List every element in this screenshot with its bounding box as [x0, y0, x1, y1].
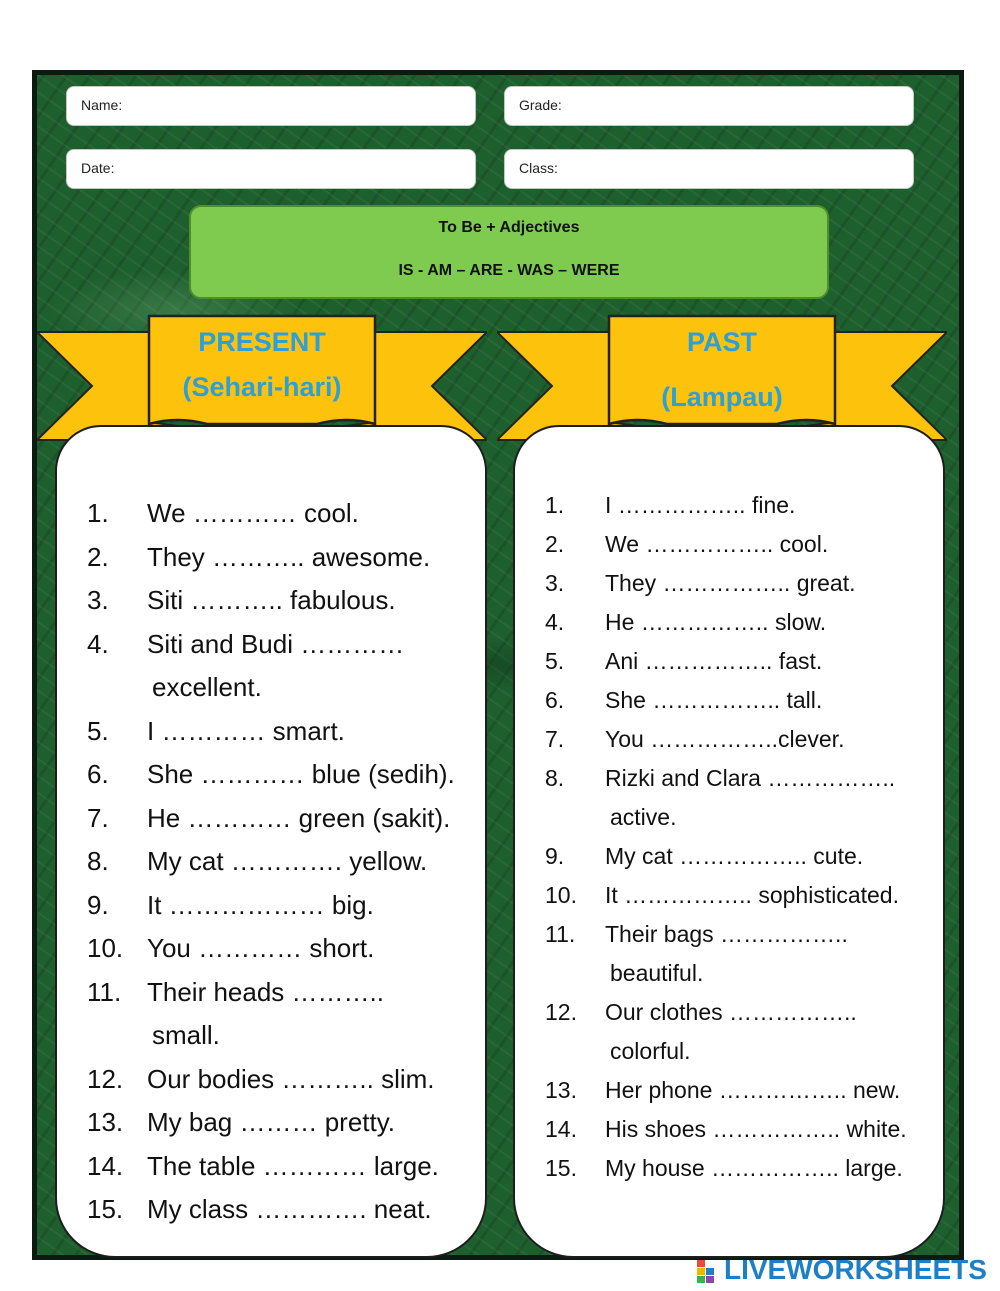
date-field[interactable] [66, 149, 476, 189]
present-ribbon [37, 312, 487, 442]
present-item [57, 1145, 485, 1189]
item-sentence: Their heads ……….. [147, 976, 384, 1007]
item-sentence-continued: excellent. [152, 672, 262, 702]
present-item [57, 884, 485, 928]
present-item [57, 579, 485, 623]
item-number: 11. [545, 921, 576, 947]
item-sentence-continued: small. [152, 1020, 220, 1050]
present-heading: PRESENT [198, 327, 326, 357]
item-number: 3. [87, 585, 109, 615]
present-item [57, 797, 485, 841]
item-sentence: It …………….. sophisticated. [605, 882, 899, 908]
item-sentence: Her phone …………….. new. [605, 1077, 901, 1103]
past-item [515, 720, 943, 759]
item-sentence: Siti ……….. fabulous. [147, 585, 396, 615]
item-number: 4. [87, 628, 109, 659]
past-item [515, 564, 943, 603]
item-number: 15. [87, 1194, 124, 1224]
item-number: 13. [545, 1077, 577, 1103]
item-sentence: You ……………..clever. [605, 726, 845, 752]
item-sentence: My class …………. neat. [147, 1194, 432, 1224]
item-number: 9. [545, 843, 565, 869]
item-number: 1. [87, 498, 109, 528]
present-item [57, 753, 485, 797]
liveworksheets-logo [697, 1254, 997, 1288]
item-sentence: Siti and Budi ………… [147, 628, 405, 659]
present-item [57, 710, 485, 754]
item-number: 14. [87, 1150, 124, 1181]
item-sentence: They ……….. awesome. [147, 541, 431, 572]
past-item [515, 642, 943, 681]
item-number: 10. [87, 933, 124, 963]
item-number: 12. [87, 1063, 124, 1094]
past-item [515, 1071, 943, 1110]
present-item [57, 1101, 485, 1145]
item-number: 7. [87, 802, 109, 833]
present-item [57, 492, 485, 536]
past-item [515, 759, 943, 837]
item-number: 5. [545, 648, 565, 674]
present-item [57, 536, 485, 580]
present-item [57, 1188, 485, 1232]
topic-title-box [189, 205, 829, 299]
past-exercise-list [515, 486, 943, 1188]
item-number: 4. [545, 609, 565, 635]
item-sentence: We ………… cool. [147, 498, 359, 528]
present-card [55, 425, 487, 1258]
past-item [515, 1149, 943, 1188]
item-sentence: My cat …………. yellow. [147, 846, 428, 876]
item-sentence: It ……………… big. [147, 889, 374, 920]
item-sentence: His shoes …………….. white. [605, 1116, 907, 1142]
item-number: 15. [545, 1155, 577, 1181]
present-item [57, 971, 485, 1058]
item-sentence: We …………….. cool. [605, 531, 829, 557]
item-number: 8. [87, 846, 109, 876]
item-sentence-continued: colorful. [610, 1038, 691, 1064]
name-field[interactable] [66, 86, 476, 126]
item-sentence-continued: active. [610, 804, 677, 830]
class-label: Class: [519, 160, 558, 176]
item-sentence: You ………… short. [147, 933, 375, 963]
item-number: 14. [545, 1116, 577, 1142]
item-sentence: Our bodies ……….. slim. [147, 1063, 435, 1094]
item-number: 1. [545, 492, 565, 518]
past-item [515, 993, 943, 1071]
present-exercise-list [57, 492, 485, 1232]
past-item [515, 525, 943, 564]
past-item [515, 837, 943, 876]
past-card [513, 425, 945, 1258]
present-item [57, 1058, 485, 1102]
item-number: 6. [545, 687, 565, 713]
topic-title: To Be + Adjectives [438, 219, 580, 236]
item-sentence: My cat …………….. cute. [605, 843, 864, 869]
item-number: 8. [545, 765, 565, 791]
item-number: 2. [545, 531, 565, 557]
date-label: Date: [81, 160, 115, 176]
item-sentence: My house …………….. large. [605, 1155, 903, 1181]
item-sentence: I ………… smart. [147, 715, 345, 746]
past-item [515, 603, 943, 642]
item-number: 5. [87, 715, 109, 746]
item-sentence: She …………….. tall. [605, 687, 823, 713]
item-sentence: She ………… blue (sedih). [147, 759, 455, 789]
topic-verbs: IS - AM – ARE - WAS – WERE [398, 262, 620, 279]
present-item [57, 840, 485, 884]
logo-mark-icon [697, 1260, 723, 1284]
past-item [515, 486, 943, 525]
past-item [515, 876, 943, 915]
item-sentence: He …………….. slow. [605, 609, 827, 635]
item-number: 3. [545, 570, 565, 596]
item-sentence: Their bags …………….. [605, 921, 848, 947]
item-sentence: Ani …………….. fast. [605, 648, 823, 674]
item-number: 10. [545, 882, 577, 908]
past-item [515, 915, 943, 993]
past-item [515, 681, 943, 720]
item-number: 7. [545, 726, 565, 752]
item-sentence: The table ………… large. [147, 1150, 439, 1181]
item-number: 2. [87, 541, 109, 572]
grade-label: Grade: [519, 97, 562, 113]
item-sentence: He ………… green (sakit). [147, 802, 451, 833]
class-field[interactable] [504, 149, 914, 189]
item-number: 12. [545, 999, 577, 1025]
name-label: Name: [81, 97, 123, 113]
item-number: 13. [87, 1107, 124, 1137]
past-heading: PAST [686, 327, 757, 357]
present-subheading: (Sehari-hari) [182, 372, 342, 402]
past-ribbon [497, 312, 947, 442]
item-sentence: Our clothes …………….. [605, 999, 857, 1025]
item-number: 11. [87, 976, 122, 1007]
item-sentence: I …………….. fine. [605, 492, 796, 518]
logo-text: LIVEWORKSHEETS [724, 1254, 987, 1285]
present-item [57, 623, 485, 710]
present-item [57, 927, 485, 971]
item-sentence: Rizki and Clara …………….. [605, 765, 896, 791]
grade-field[interactable] [504, 86, 914, 126]
item-sentence: My bag ……… pretty. [147, 1107, 396, 1137]
item-sentence-continued: beautiful. [610, 960, 704, 986]
item-sentence: They …………….. great. [605, 570, 856, 596]
past-subheading: (Lampau) [661, 382, 783, 412]
past-item [515, 1110, 943, 1149]
item-number: 6. [87, 759, 109, 789]
item-number: 9. [87, 889, 109, 920]
